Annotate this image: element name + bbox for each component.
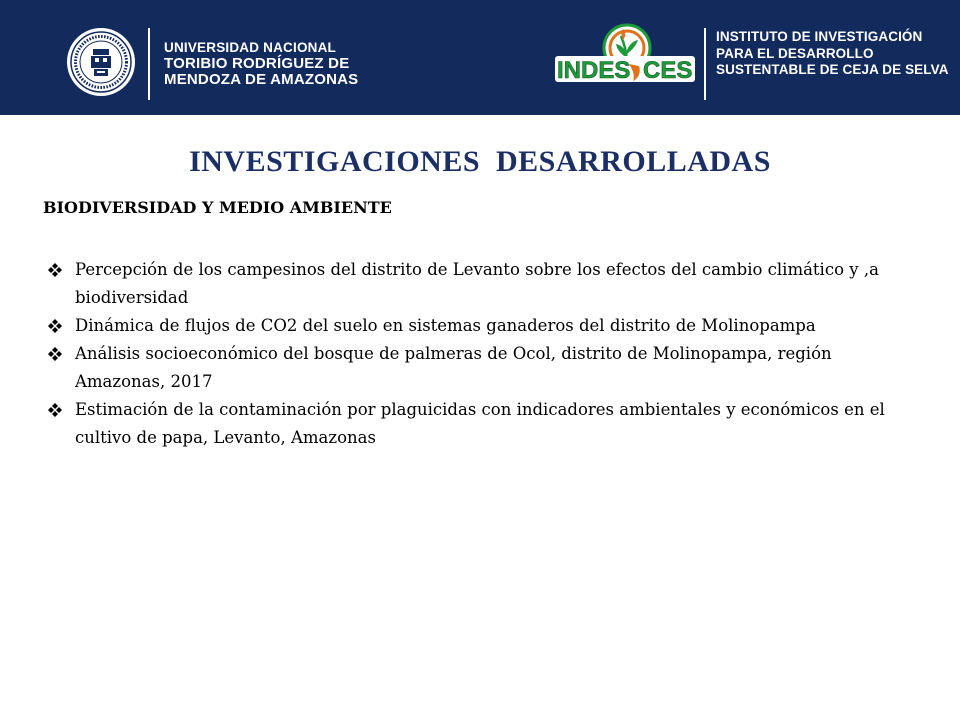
institute-name-line2: PARA EL DESARROLLO <box>716 45 874 61</box>
indes-ces-logo-icon <box>555 18 695 88</box>
header-banner <box>0 0 960 115</box>
list-item-text: Percepción de los campesinos del distrito de Levanto sobre los efectos del cambio climático y ,a biodiversidad <box>75 260 879 307</box>
logo-text-left: INDES <box>557 57 631 84</box>
list-item <box>43 396 923 452</box>
list-item <box>43 340 923 396</box>
header-divider-right <box>704 28 706 100</box>
diamond-bullet-icon <box>47 318 63 334</box>
university-name <box>164 40 358 88</box>
university-name-line1: UNIVERSIDAD NACIONAL <box>164 40 337 55</box>
university-name-line2: TORIBIO RODRÍGUEZ DE <box>164 55 350 72</box>
university-name-line3: MENDOZA DE AMAZONAS <box>164 71 359 88</box>
list-item <box>43 312 923 340</box>
page-title: INVESTIGACIONES DESARROLLADAS <box>189 145 771 178</box>
institute-name <box>716 29 949 79</box>
research-list <box>43 256 923 452</box>
list-item-text: Estimación de la contaminación por plaguicidas con indicadores ambientales y económicos en el cultivo de papa, Levanto, Amazonas <box>75 400 885 447</box>
list-item-text: Análisis socioeconómico del bosque de palmeras de Ocol, distrito de Molinopampa, región Amazonas, 2017 <box>75 344 832 391</box>
header-divider-left <box>148 28 150 100</box>
list-item-text: Dinámica de flujos de CO2 del suelo en sistemas ganaderos del distrito de Molinopampa <box>75 316 816 335</box>
section-heading: BIODIVERSIDAD Y MEDIO AMBIENTE <box>43 198 392 217</box>
list-item <box>43 256 923 312</box>
diamond-bullet-icon <box>47 402 63 418</box>
logo-text-right: CES <box>643 57 693 84</box>
diamond-bullet-icon <box>47 346 63 362</box>
university-seal-icon <box>66 27 136 97</box>
institute-name-line1: INSTITUTO DE INVESTIGACIÓN <box>716 29 923 44</box>
institute-name-line3: SUSTENTABLE DE CEJA DE SELVA <box>716 62 949 77</box>
diamond-bullet-icon <box>47 262 63 278</box>
